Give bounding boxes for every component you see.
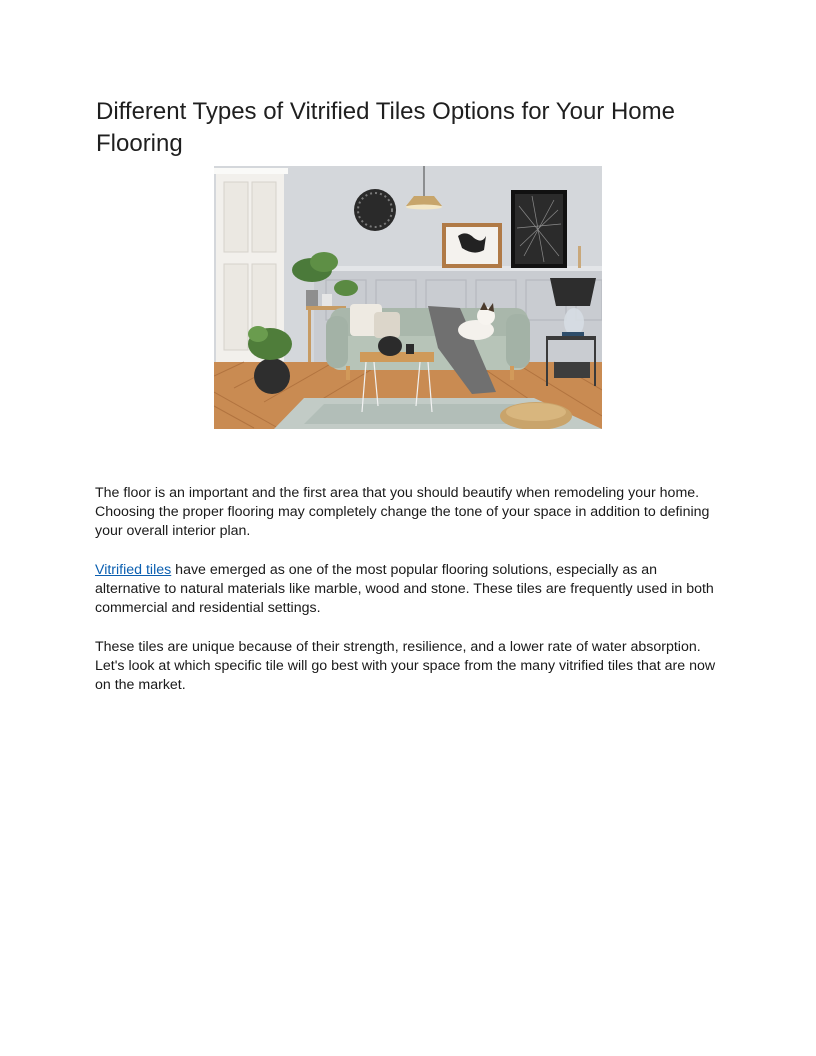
unique-tiles-paragraph: These tiles are unique because of their strength, resilience, and a lower rate of water absorption. Let's look at which specific tile will go best with your space from the many vitrified tiles that are now on the market. bbox=[95, 639, 716, 694]
page-title: Different Types of Vitrified Tiles Options for Your Home Flooring bbox=[96, 98, 675, 157]
vitrified-tiles-link[interactable]: Vitrified tiles bbox=[95, 562, 172, 578]
vitrified-tiles-paragraph bbox=[95, 561, 721, 619]
intro-paragraph: The floor is an important and the first area that you should beautify when remodeling your home. Choosing the proper flooring may completely change the tone of your space in addition to defining your overall interior plan. bbox=[95, 485, 710, 540]
interior-photo bbox=[214, 166, 602, 429]
vitrified-tiles-paragraph-text: have emerged as one of the most popular flooring solutions, especially as an alternative to natural materials like marble, wood and stone. These tiles are frequently used in both commercial and residential settings. bbox=[95, 562, 714, 617]
